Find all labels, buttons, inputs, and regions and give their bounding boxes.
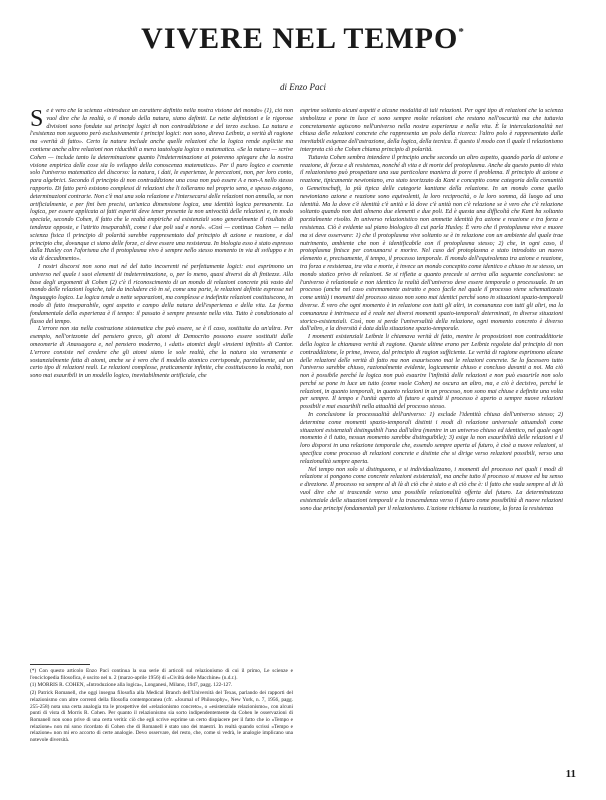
footnote: (*) Con questo articolo Enzo Paci continua la sua serie di articoli sul relazionismo di cui il primo, Le scienze e l'enciclopedia filosofica, è uscito nel n. 2 (marzo-aprile 1956) di «Civiltà delle Macchine» (n.d.r.). [30,668,293,681]
paragraph: Tuttavia Cohen sembra intendere il principio anche secondo un altro aspetto, quando parla di azione e reazione, di forza e di resistenza, nonché di vita e di morte del protoplasma. Anche da questo punto di vista il relazionismo può prospettare una sua particolare maniera di porre il problema. Il principio di azione e reazione, tipicamente newtoniano, era stato teorizzato da Kant e concepito come categoria della comunità o Gemeinschaft, la più tipica delle categorie kantiane della relazione. In un mondo come quello newtoniano azione e reazione sono equivalenti, la loro reciprocità, o la loro somma, dà luogo ad una identità. Ma la dove c'è identità c'è unità e là dove c'è unità non c'è relazione se è vero che c'è relazione soltanto quando non dati almeno due elementi e due poli. Ed è questa una difficoltà che Kant ha soltanto parzialmente risolto. In universo relazionistico non ammette identità fra azione e reazione e tra forza e resistenza. Ciò è evidente sul piano biologico di cui parla Huxley. È vero che il protoplasma vive e muore ma si deve osservare: 1) che il protoplasma vive soltanto se è in relazione con un ambiente del quale trae nutrimento, ambiente che non è identificabile con il protoplasma stesso; 2) che, in ogni caso, il protoplasma finisce per consumarsi e morire. Nel caso del protoplasma e stato introdotto un nuovo elemento e, precisamente, il tempo, il processo temporale. Il mondo dell'equivalenza tra azione e reazione, tra forza e resistenza, tra vita e morte, è invece un mondo concepito come identico e chiuso in se stesso, un mondo statico privo di relazioni. Se si riflette a quanto precede si arriva alla seguente conclusione: se l'universo è relazionale e non identico la realtà dell'universo deve essere temporale o processuale. In un processo (anche nel caso estremamente astratto e poco facile nel quale il processo viene schematizzato come unità) i momenti del processo stesso non sono mai identici perché sono in situazioni spazio-temporali diverse. È vero che ogni momento è in relazione con tutti gli altri, in comunanza con tutti gli altri, ma la comunanza è intrinseca ed è reale nei diversi momenti spazio-temporali determinati, in diverse situazioni storico-esistenziali. Così, non si perde l'universalità della relazione, ogni momento concreto è diverso dall'altro, e la diversità è data dalla situazione spazio-temporale. [300,154,563,333]
page-number: 11 [565,768,576,780]
paragraph: esprime soltanto alcuni aspetti e alcune modalità di tali relazioni. Per ogni tipo di relazioni che la scienza simbolizza e pone in luce ci sono sempre molte relazioni che restano nell'oscurità ma che tuttavia concretamente agiscono nell'universo nella nostra esperienza e nella vita. È la intercalazionalità nei chiusa delle relazioni concrete che rappresenta un polo della ricerca: l'altro polo è rappresentato dalle inevitabili esigenze dell'astrazione, della logica, della tecnica. È questo il modo con il quale il relazionismo interpreta ciò che Cohen chiama principio di polarità. [300,108,563,153]
paragraph: Se è vero che la scienza «introduce un carattere definito nella nostra visione del mondo» (1), ciò non vuol dire che la realtà, o il mondo della natura, siano definiti. Le nette definizioni e le rigorose divisioni sono fondate sui principi logici di non contraddizione e del terzo escluso. La natura e l'esistenza non seguono però esclusivamente i principi logici: non sono, direva Leibniz, a verità di ragione ma «verità di fatto». Certo la natura include anche quelle relazioni che la logica rende esplicite ma contiene anche altre relazioni non riducibili a mera tautologia logica o matematica. «Se la natura — scrive Cohen — include tanto la determinazione quanto l'indeterminazione ai poteremo spiegare che la nostra visione empirica delle cose sia lo sviluppo della conoscenza matematica». Per il puro logico e coerente solo l'universo matematico del discorso: la natura, i dati, le esperienze, le percezioni, non, per loro conto, para algebrici. Secondo il principio di non contraddizione una cosa non può essere A e non-A nello stesso rapporto. Di fatto però esistono complessi di relazioni che li tolleramo nel proprio seno, e spesso esigono, determinazioni contrarie. Non c'è mai una sola relazione e l'intersecarsi delle relazioni non annulla, se non artificialmente, e per fini ben precisi, un'unica dimensione logica, una identità logica permanente. La logica, per essere applicata ai fatti esperiti deve tener presente la non univocità delle relazioni e, in modo speciale, secondo Cohen, il fatto che le realtà empiriche ed esistenziali sono generalmente il risultato di tendenze opposte, e l'attrito inseparabili, come i due poli sud e nord». «Così — continua Cohen — nella scienza fisica il principio di polarità sarebbe rappresentato dal principio di azione e reazione, e dal principio che, dovunque ci siano delle forze, ci deve essere una resistenza. In biologia esso è stato espresso dalla Huxley con l'aforisma che il protoplasma vivo è sempre nello stesso momento in via di sviluppo e in via di decadimento». [30,108,293,263]
paragraph: In conclusione la processualità dell'universo: 1) esclude l'identità chiusa dell'universo stesso; 2) determina come momenti spazio-temporali distinti i modi di relazione universale attuandoli come situazioni esistenziali distinguibili l'una dall'altra (mentre in un universo chiuso ed identico, nel quale ogni momento è il tutto, nessun momento sarebbe distinguibile); 3) esige la non esauribilità delle relazioni e il loro disporsi in una relazione temporale che, essendo sempre aperta al futuro, è cioè a nuove relazioni, si specifica come processo di relazioni concrete e distinte che si dirige verso relazioni possibili, verso una relazionalità sempre aperta. [300,412,563,465]
article-author: di Enzo Paci [280,82,326,92]
paragraph: I nostri discorsi non sono mai né del tutto incoerenti né perfettamente logici: essi esprimono un universo nel quale i suoi elementi di indeterminazione, o, per lo meno, quasi diversi da di finitezze. Alla base degli argomenti di Cohen (2) c'è il riconoscimento di un mondo di relazioni concrete più vasto del mondo delle relazioni logiche, tale da includere ciò in sé, come una parte, le relazioni definite espresse nel linguaggio logico. La logica tende a nette separazioni, ma complesse e indefinite relazioni costituiscono, in modo di fatto inseparabile, ogni aspetto e campo della natura dell'esperienza e della vita. La forma fondamentale della esperienza è il tempo: il passato è sempre presente nella vita. Tutto è condizionato al flusso del tempo. [30,263,293,325]
left-column [30,108,293,661]
paragraph: I momenti esistenziali Leibniz li chiamava verità di fatto, mentre le proposizioni non contraddittorie della logica le chiamava verità di ragione. Queste ultime erano per Leibniz regolate dal principio di non contraddizione, le prime, invece, dal principio di ragion sufficiente. Le verità di ragione esprimono alcune delle relazioni delle verità di fatto ma non esauriscono mai le relazioni concrete. Se la facessero tutto l'universo sarebbe chiuso, razionalmente evidente, logicamente chiuso e concluso davanti a noi. Ma ciò non è possibile perché la logica non può esaurire l'infinità delle relazioni e non può esaurirle non solo perché se pone in luce un tutto (come vuole Cohen) ne oscura un altro, ma, e ciò è decisivo, perché le relazioni, in quanto temporali, in quanto relazioni in un processo, non sono mai chiuse e definite una volta per sempre. Il tempo e l'unità aperto di futuro e quindi il processo è aperto a sempre nuove relazioni possibili e mai esauribili nella attualità del processo stesso. [300,334,563,411]
right-column [300,108,563,768]
paragraph: L'errore non sta nella costruzione sistematica che può essere, se è il caso, sostituita da un'altra. Per esempio, nell'orizzonte del pensiero greco, gli atomi di Democrito possono essere sostituiti dalle omeomerie di Anassagora e, nel pensiero moderno, i «dati» atomici degli «insiemi infiniti» di Cantor. L'errore consiste nel credere che gli atomi siano le sole realtà, che la natura sia veramente e sostanzialmente fatta di atomi, anche se è vero che il modello atomico corrisponde, parzialmente, ad un certo tipo di relazioni reali. Le relazioni complesse, praticamente infinite, che costituiscono la realtà, non sono mai esauribili in un modello logico, inevitabilmente artificiale, che [30,326,293,380]
footnote: (2) Patrick Romanell, che oggi insegna filosofia alla Medical Branch dell'Università del Texas, parlando dei rapporti del relazionismo con altre correnti della filosofia contemporanea (cfr. «Journal of Philosophy», New York, n. 7, 1956, pagg. 255-258) nota una certa analogia tra le prospettive del «relazionismo concreto», o «esistenziale relazionismo», con alcuni punti di vista di Morris R. Cohen. Per quanto il relazionismo sia sorto indipendentemente da Cohen le osservazioni di Romanell non sono prive di una certa verità: ciò che egli scrive esprime un certo dispiacere per il fatto che io «Tempo e relazione» non mi sono ricordato di Cohen che di Romanell è stato uno dei maestri. In realtà quando scrissi «Tempo e relazione» non mi ero accorto di certe analogie. Devo osservare, del resto, che, come si vedrà, le analogie implicano una notevole diversità. [30,690,293,744]
paragraph: Nel tempo non solo si distinguono, e si individualizzano, i momenti del processo nei quali i modi di relazione si pongono come concrete relazioni esistenziali, ma anche tutto il processo si muove ed ha senso e direzione. Il processo va sempre al di là di ciò che è stato e di ciò che è: il fatto che vada sempre al di là vuol dire che si trascende verso una possibile relazionalità offerta dal futuro. La determinatezza esistenziale delle situazioni temporali e la trascendenza verso il futuro come possibilità di nuove relazioni sono due principi fondamentali per il relazionismo. L'azione richiama la reazione, la forza la resistenza [300,466,563,512]
title-footnote-mark: * [458,26,465,38]
article-title: VIVERE NEL TEMPO* [141,22,465,55]
footnote-divider [30,664,90,665]
footnotes [30,668,293,783]
footnote: (1) MORRIS R. COHEN, «Introduzione alla logica», Longanesi, Milano, 1947, pagg. 122-127. [30,682,233,689]
drop-cap: S [30,108,44,132]
